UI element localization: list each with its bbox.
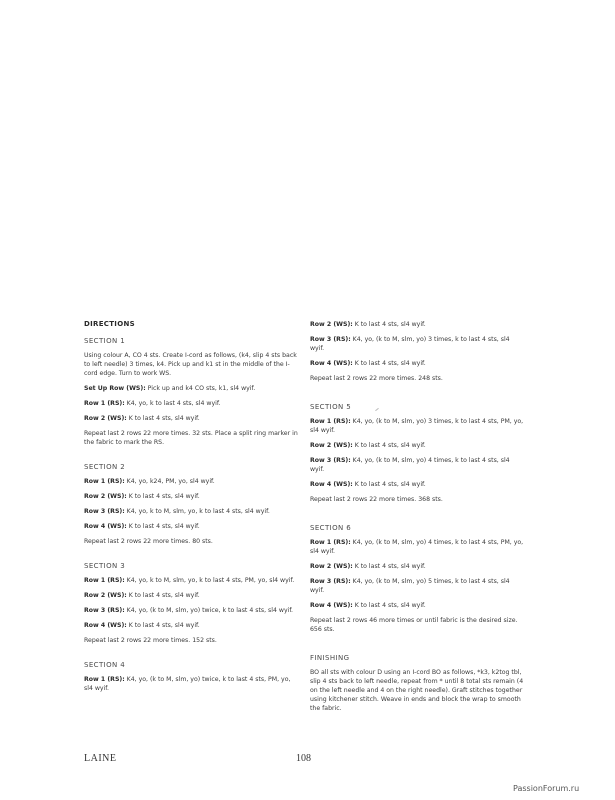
row-text: K4, yo, k to M, slm, yo, k to last 4 sts, sl4 wyif. [124, 508, 270, 515]
section-3-row-1 [84, 576, 298, 585]
row-label: Row 4 (WS): [310, 602, 353, 609]
row-label: Row 2 (WS): [84, 493, 127, 500]
section-2-row-3 [84, 507, 298, 516]
section-2-repeat: Repeat last 2 rows 22 more times. 80 sts. [84, 538, 213, 545]
section-4-repeat: Repeat last 2 rows 22 more times. 248 sts. [310, 375, 443, 382]
row-text: K to last 4 sts, sl4 wyif. [126, 523, 200, 530]
section-1-row-2 [84, 414, 298, 423]
row-label: Row 1 (RS): [310, 539, 351, 546]
section-6-row-4 [310, 601, 524, 610]
finishing-text: BO all sts with colour D using an I-cord BO as follows, *k3, k2tog tbl, slip 4 sts back to left needle, repeat from * until 8 total sts remain (4 on the left needle and 4 on the right needle). Graft stitches together using kitchener stitch. Weave in ends and block the wrap to smooth the fabric. [310, 669, 524, 712]
row-text: K4, yo, (k to M, slm, yo) 5 times, k to last 4 sts, sl4 wyif. [310, 578, 510, 594]
row-label: Row 2 (WS): [84, 415, 127, 422]
section-5-row-3 [310, 456, 524, 474]
section-3-row-3 [84, 606, 298, 615]
row-text: K to last 4 sts, sl4 wyif. [126, 493, 200, 500]
row-label: Row 4 (WS): [84, 622, 127, 629]
row-text: K4, yo, (k to M, slm, yo) 3 times, k to last 4 sts, sl4 wyif. [310, 336, 510, 352]
row-text: K to last 4 sts, sl4 wyif. [352, 360, 426, 367]
finishing-heading: FINISHING [310, 654, 350, 662]
magazine-name: LAINE [84, 753, 117, 764]
row-text: K4, yo, k to last 4 sts, sl4 wyif. [124, 400, 221, 407]
row-text: K to last 4 sts, sl4 wyif. [352, 321, 426, 328]
watermark: PassionForum.ru [513, 784, 580, 793]
row-text: K4, yo, (k to M, slm, yo) 3 times, k to last 4 sts, PM, yo, sl4 wyif. [310, 418, 524, 434]
section-1-repeat: Repeat last 2 rows 22 more times. 32 sts. Place a split ring marker in the fabric to mark the RS. [84, 430, 298, 446]
section-2-row-4 [84, 522, 298, 531]
row-text: K to last 4 sts, sl4 wyif. [126, 622, 200, 629]
section-3-row-2 [84, 591, 298, 600]
section-3-repeat: Repeat last 2 rows 22 more times. 152 sts. [84, 637, 217, 644]
section-1-row-1 [84, 399, 298, 408]
row-text: K4, yo, (k to M, slm, yo) 4 times, k to last 4 sts, PM, yo, sl4 wyif. [310, 539, 524, 555]
section-4-row-4 [310, 359, 524, 368]
row-text: K4, yo, (k to M, slm, yo) twice, k to last 4 sts, sl4 wyif. [124, 607, 294, 614]
directions-title: DIRECTIONS [84, 320, 135, 328]
row-text: K4, yo, k to M, slm, yo, k to last 4 sts, PM, yo, sl4 wyif. [124, 577, 295, 584]
row-label: Row 1 (RS): [310, 418, 351, 425]
section-1-setup-row [84, 384, 298, 393]
row-label: Row 3 (RS): [84, 508, 125, 515]
section-6-repeat: Repeat last 2 rows 46 more times or until fabric is the desired size. 656 sts. [310, 617, 518, 633]
row-label: Row 1 (RS): [84, 478, 125, 485]
row-label: Row 2 (WS): [84, 592, 127, 599]
row-label: Row 2 (WS): [310, 442, 353, 449]
row-label: Row 3 (RS): [310, 578, 351, 585]
section-3-heading: SECTION 3 [84, 562, 126, 570]
section-4-heading: SECTION 4 [84, 661, 126, 669]
row-text: K4, yo, (k to M, slm, yo) 4 times, k to last 4 sts, sl4 wyif. [310, 457, 510, 473]
row-text: Pick up and k4 CO sts, k1, sl4 wyif. [145, 385, 256, 392]
row-label: Row 3 (RS): [310, 457, 351, 464]
section-2-heading: SECTION 2 [84, 463, 126, 471]
section-2-row-2 [84, 492, 298, 501]
section-5-heading: SECTION 5 [310, 403, 352, 411]
section-6-row-3 [310, 577, 524, 595]
section-2-row-1 [84, 477, 298, 486]
row-text: K4, yo, k24, PM, yo, sl4 wyif. [124, 478, 215, 485]
row-label: Row 2 (WS): [310, 321, 353, 328]
row-label: Row 1 (RS): [84, 400, 125, 407]
section-4-row-1 [84, 675, 298, 693]
row-label: Row 3 (RS): [84, 607, 125, 614]
section-5-row-2 [310, 441, 524, 450]
section-4-row-2 [310, 320, 524, 329]
section-6-heading: SECTION 6 [310, 524, 352, 532]
row-text: K to last 4 sts, sl4 wyif. [352, 602, 426, 609]
row-label: Row 4 (WS): [310, 360, 353, 367]
row-text: K to last 4 sts, sl4 wyif. [126, 592, 200, 599]
row-text: K to last 4 sts, sl4 wyif. [352, 563, 426, 570]
row-label: Row 2 (WS): [310, 563, 353, 570]
section-1-heading: SECTION 1 [84, 337, 126, 345]
section-5-row-4 [310, 480, 524, 489]
section-4-row-3 [310, 335, 524, 353]
row-text: K4, yo, (k to M, slm, yo) twice, k to last 4 sts, PM, yo, sl4 wyif. [84, 676, 291, 692]
right-column [310, 320, 524, 719]
row-text: K to last 4 sts, sl4 wyif. [126, 415, 200, 422]
left-column [84, 320, 298, 699]
section-6-row-1 [310, 538, 524, 556]
page-number: 108 [296, 753, 311, 764]
row-label: Set Up Row (WS): [84, 385, 146, 392]
row-text: K to last 4 sts, sl4 wyif. [352, 481, 426, 488]
row-label: Row 4 (WS): [310, 481, 353, 488]
row-text: K to last 4 sts, sl4 wyif. [352, 442, 426, 449]
section-5-repeat: Repeat last 2 rows 22 more times. 368 sts. [310, 496, 443, 503]
row-label: Row 3 (RS): [310, 336, 351, 343]
section-1-intro: Using colour A, CO 4 sts. Create I-cord as follows, (k4, slip 4 sts back to left needle) 3 times, k4. Pick up and k1 st in the middle of the I-cord edge. Turn to work WS. [84, 352, 297, 377]
row-label: Row 4 (WS): [84, 523, 127, 530]
row-label: Row 1 (RS): [84, 676, 125, 683]
section-3-row-4 [84, 621, 298, 630]
section-6-row-2 [310, 562, 524, 571]
section-5-row-1 [310, 417, 524, 435]
row-label: Row 1 (RS): [84, 577, 125, 584]
